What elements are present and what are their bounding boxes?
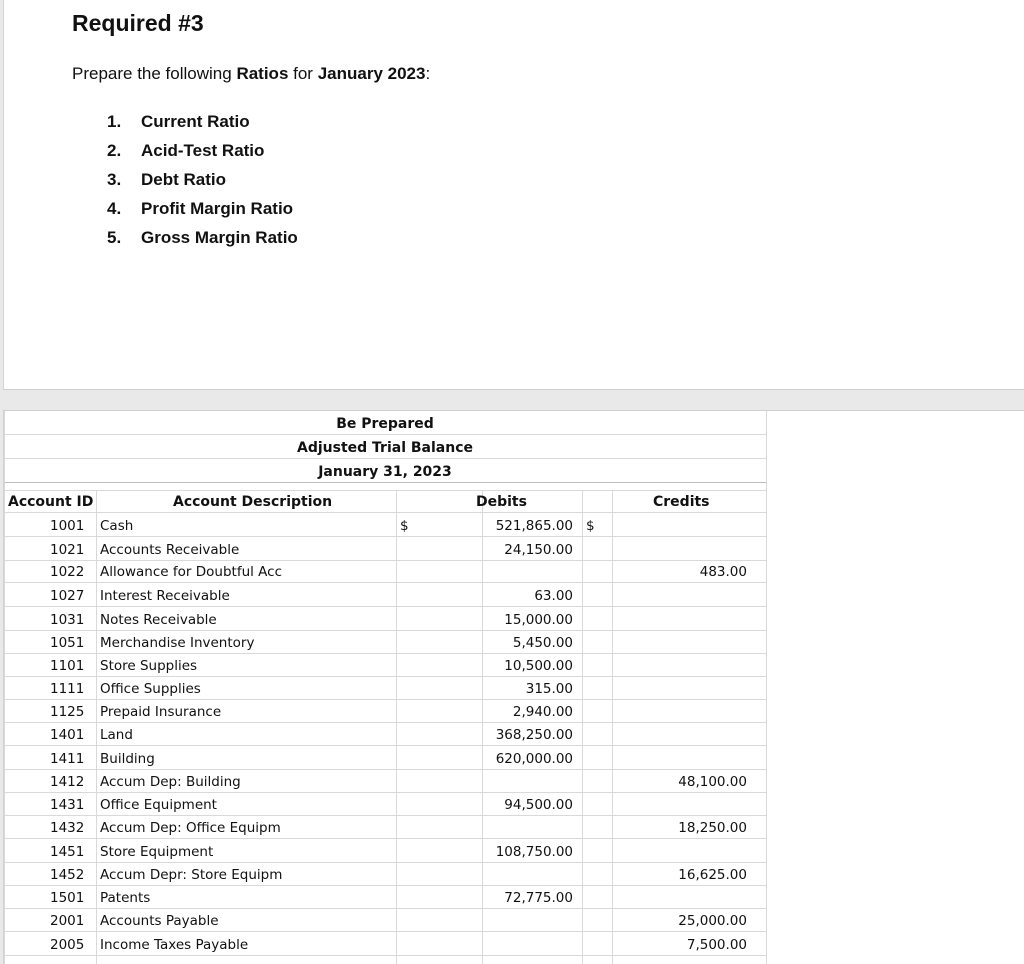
account-description-cell: Cash: [100, 518, 134, 534]
account-id-cell: 2001: [50, 913, 85, 929]
intro-suffix: :: [425, 64, 431, 83]
gridline: [766, 411, 767, 964]
account-description-cell: Land: [100, 727, 133, 743]
table-row: [4, 747, 766, 770]
credit-amount-cell: 483.00: [699, 564, 747, 580]
list-label: Acid-Test Ratio: [141, 141, 265, 160]
account-id-cell: 1027: [50, 588, 85, 604]
instructions-panel: [3, 0, 1024, 390]
debit-amount-cell: 620,000.00: [495, 751, 573, 767]
account-id-cell: 1101: [50, 658, 85, 674]
table-row: [4, 560, 766, 583]
debit-dollar-sign: $: [400, 518, 409, 534]
table-row: [4, 793, 766, 816]
list-label: Debt Ratio: [141, 170, 226, 189]
gridline: [4, 745, 766, 746]
report-title: Adjusted Trial Balance: [297, 440, 473, 456]
credit-amount-cell: 7,500.00: [686, 937, 747, 953]
page-title: Required #3: [72, 10, 204, 36]
debit-amount-cell: 15,000.00: [504, 612, 573, 628]
account-description-cell: Accounts Receivable: [100, 542, 240, 558]
account-description-cell: Patents: [100, 890, 151, 906]
account-description-cell: Accum Dep: Building: [100, 774, 241, 790]
intro-text: [72, 64, 430, 84]
header-account-description: Account Description: [173, 494, 333, 510]
list-item: [107, 170, 298, 199]
account-id-cell: 1111: [50, 681, 85, 697]
company-name: Be Prepared: [336, 416, 434, 432]
account-description-cell: Accounts Payable: [100, 913, 219, 929]
table-row: [4, 608, 766, 631]
debit-amount-cell: 521,865.00: [495, 518, 573, 534]
table-row: [4, 584, 766, 607]
account-id-cell: 1001: [50, 518, 85, 534]
list-number: 1.: [107, 112, 122, 131]
gridline: [4, 512, 766, 513]
table-row: [4, 700, 766, 723]
gridline: [4, 955, 766, 956]
intro-ratios: Ratios: [236, 64, 289, 83]
account-id-cell: 1022: [50, 564, 85, 580]
list-item: [107, 199, 298, 228]
header-credits: Credits: [653, 494, 710, 510]
table-row: [4, 514, 766, 537]
gridline: [4, 582, 766, 583]
list-label: Current Ratio: [141, 112, 250, 131]
debit-amount-cell: 72,775.00: [504, 890, 573, 906]
account-description-cell: Prepaid Insurance: [100, 704, 222, 720]
debit-amount-cell: 368,250.00: [495, 727, 573, 743]
table-row: [4, 840, 766, 863]
intro-prefix: Prepare the following: [72, 64, 237, 83]
account-description-cell: Building: [100, 751, 155, 767]
intro-mid: for: [288, 64, 318, 83]
table-row: [4, 538, 766, 561]
ratio-list: [107, 112, 298, 257]
account-description-cell: Merchandise Inventory: [100, 635, 255, 651]
gridline: [4, 536, 766, 537]
account-id-cell: 1125: [50, 704, 85, 720]
account-id-cell: 1411: [50, 751, 85, 767]
table-row: [4, 677, 766, 700]
list-number: 2.: [107, 141, 122, 160]
credit-amount-cell: 18,250.00: [678, 820, 747, 836]
table-row: [4, 933, 766, 956]
account-description-cell: Allowance for Doubtful Acc: [100, 564, 283, 580]
intro-period: January 2023: [317, 64, 426, 83]
account-description-cell: Notes Receivable: [100, 612, 217, 628]
debit-amount-cell: 108,750.00: [495, 844, 573, 860]
account-id-cell: 1051: [50, 635, 85, 651]
account-description-cell: Store Equipment: [100, 844, 214, 860]
trial-balance-sheet: [3, 410, 1024, 964]
debit-amount-cell: 2,940.00: [512, 704, 573, 720]
account-description-cell: Store Supplies: [100, 658, 198, 674]
account-id-cell: 1452: [50, 867, 85, 883]
list-number: 4.: [107, 199, 122, 218]
debit-amount-cell: 63.00: [534, 588, 573, 604]
table-row: [4, 909, 766, 932]
list-item: [107, 228, 298, 257]
debit-amount-cell: 10,500.00: [504, 658, 573, 674]
table-row: [4, 863, 766, 886]
list-number: 5.: [107, 228, 122, 247]
credit-amount-cell: 48,100.00: [678, 774, 747, 790]
header-debits: Debits: [476, 494, 527, 510]
credit-dollar-sign: $: [586, 518, 595, 534]
gridline: [4, 490, 766, 491]
credit-amount-cell: 16,625.00: [678, 867, 747, 883]
debit-amount-cell: 24,150.00: [504, 542, 573, 558]
account-id-cell: 1431: [50, 797, 85, 813]
gridline: [4, 482, 766, 483]
account-description-cell: Income Taxes Payable: [100, 937, 249, 953]
report-date: January 31, 2023: [318, 464, 452, 480]
account-id-cell: 1021: [50, 542, 85, 558]
list-item: [107, 141, 298, 170]
account-id-cell: 1031: [50, 612, 85, 628]
account-id-cell: 1501: [50, 890, 85, 906]
list-number: 3.: [107, 170, 122, 189]
table-row: [4, 816, 766, 839]
account-description-cell: Interest Receivable: [100, 588, 230, 604]
table-row: [4, 654, 766, 677]
account-id-cell: 1412: [50, 774, 85, 790]
gridline: [4, 931, 766, 932]
account-id-cell: 2005: [50, 937, 85, 953]
gridline: [4, 838, 766, 839]
account-description-cell: Office Equipment: [100, 797, 217, 813]
account-id-cell: 1432: [50, 820, 85, 836]
table-row: [4, 723, 766, 746]
account-id-cell: 1451: [50, 844, 85, 860]
table-row: [4, 886, 766, 909]
header-account-id: Account ID: [8, 494, 94, 510]
list-item: [107, 112, 298, 141]
account-id-cell: 1401: [50, 727, 85, 743]
gridline: [4, 606, 766, 607]
table-row: [4, 770, 766, 793]
credit-amount-cell: 25,000.00: [678, 913, 747, 929]
debit-amount-cell: 315.00: [525, 681, 573, 697]
list-label: Profit Margin Ratio: [141, 199, 294, 218]
account-description-cell: Accum Depr: Store Equipm: [100, 867, 283, 883]
gridline: [4, 434, 766, 435]
debit-amount-cell: 94,500.00: [504, 797, 573, 813]
account-description-cell: Accum Dep: Office Equipm: [100, 820, 281, 836]
account-description-cell: Office Supplies: [100, 681, 201, 697]
gridline: [4, 458, 766, 459]
table-row: [4, 631, 766, 654]
list-label: Gross Margin Ratio: [141, 228, 298, 247]
debit-amount-cell: 5,450.00: [512, 635, 573, 651]
